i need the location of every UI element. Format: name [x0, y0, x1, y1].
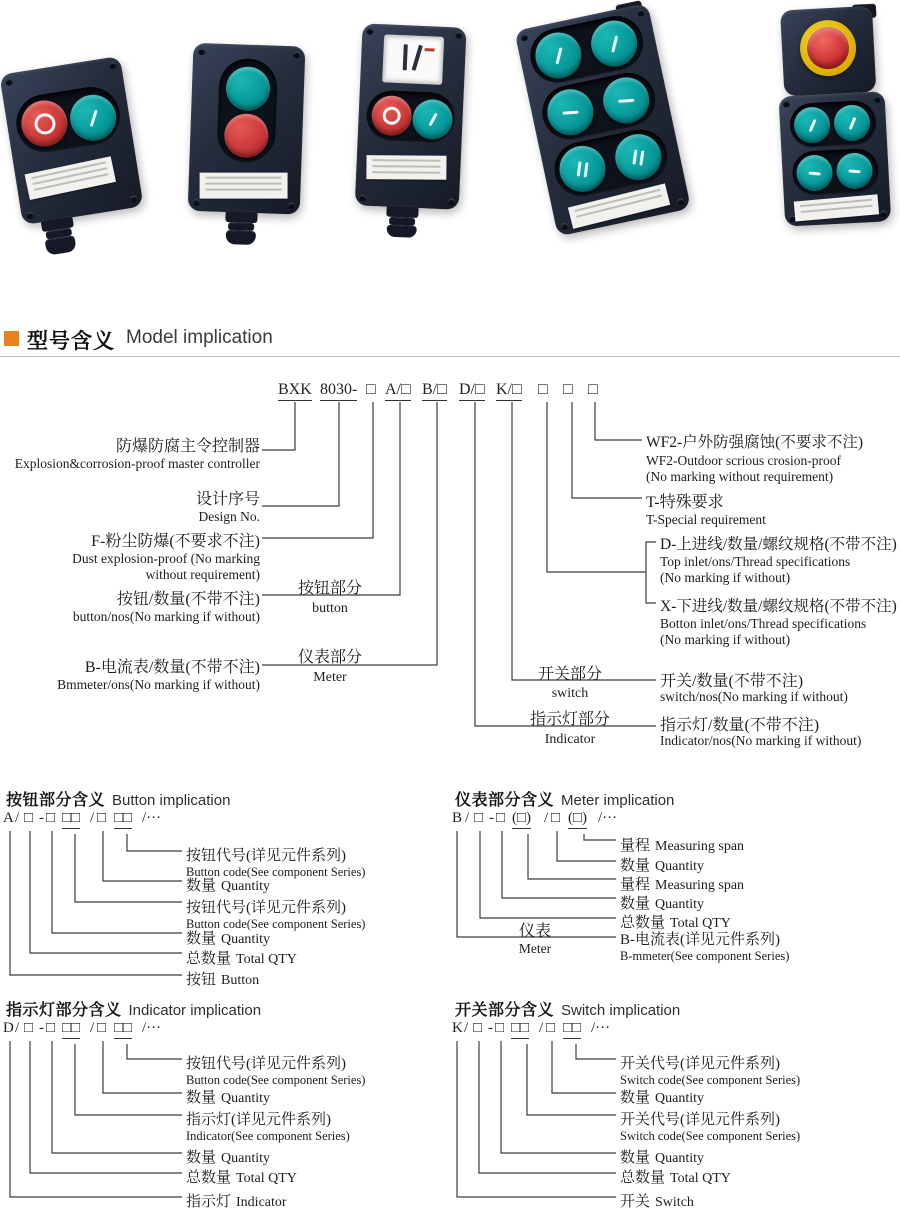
meter-side-label-en: Meter — [518, 941, 552, 956]
model-segment: BXK — [278, 381, 312, 401]
label-button-part-en: button — [312, 601, 348, 616]
formula-segment: / — [90, 1020, 95, 1036]
formula-segment: D — [3, 1020, 14, 1036]
label-button-nos-en: button/nos(No marking if without) — [72, 609, 260, 624]
label-switch-nos: 开关/数量(不带不注) — [660, 673, 804, 690]
control-button — [793, 106, 831, 144]
control-button — [611, 130, 666, 185]
screw-icon — [874, 95, 881, 102]
label-wf2-en1: WF2-Outdoor scrious crosion-proof — [646, 453, 841, 468]
formula-segment: - — [39, 810, 44, 826]
double-bar-glyph-icon — [577, 161, 589, 177]
meter-side-label-zh: 仪表 — [518, 923, 551, 940]
screw-icon — [198, 48, 205, 55]
dash-glyph-icon — [618, 98, 634, 102]
indicator-label-code-1: 按钮代号(详见元件系列) Button code(See component Series) — [186, 1056, 366, 1087]
label-switch-nos-en: switch/nos(No marking if without) — [660, 689, 848, 704]
button-recess — [216, 58, 278, 164]
orange-square-icon — [4, 331, 19, 346]
formula-segment: / — [539, 1020, 544, 1036]
switch-label-code-1: 开关代号(详见元件系列) Switch code(See component Series) — [620, 1056, 801, 1087]
switch-label-code-2: 开关代号(详见元件系列) Switch code(See component Series) — [620, 1112, 801, 1143]
formula-segment: / — [464, 1020, 469, 1036]
label-wf2-en2: (No marking without requirement) — [646, 469, 834, 484]
model-segment: K/□ — [496, 381, 522, 401]
start-button — [412, 99, 454, 141]
formula-segment: /··· — [142, 1020, 162, 1036]
label-ammeter-nos-en: Bmmeter/ons(No marking if without) — [57, 677, 260, 692]
meter-label-span-2: 量程 Measuring span — [620, 877, 745, 893]
formula-segment: □ — [46, 1020, 56, 1036]
formula-segment: □ — [97, 1020, 107, 1036]
formula-segment: □ — [24, 1020, 34, 1036]
model-segment: B/□ — [422, 381, 447, 401]
screw-icon — [880, 210, 887, 217]
i-glyph-icon — [428, 113, 437, 127]
formula-segment: /··· — [598, 810, 618, 826]
control-button — [836, 152, 874, 190]
formula-segment: - — [488, 1020, 493, 1036]
start-button — [67, 91, 120, 144]
label-top-inlet-en1: Top inlet/ons/Thread specifications — [660, 554, 851, 569]
formula-segment: □ — [46, 810, 56, 826]
control-button — [531, 28, 586, 83]
control-button — [555, 142, 610, 197]
i-glyph-icon — [848, 116, 856, 129]
nameplate — [366, 155, 446, 180]
button-section-title: 按钮部分含义 Button implication — [6, 792, 231, 809]
screw-icon — [366, 28, 373, 35]
switch-label-switch: 开关 Switch — [620, 1194, 694, 1210]
formula-segment: A — [3, 810, 14, 826]
i-glyph-icon — [555, 47, 562, 64]
label-indicator-part-en: Indicator — [544, 732, 596, 747]
formula-segment: /··· — [142, 810, 162, 826]
button-recess — [789, 100, 877, 148]
header-divider — [0, 356, 900, 357]
label-special: T-特殊要求 — [646, 494, 724, 511]
nameplate — [794, 194, 879, 221]
formula-segment: □ — [495, 1020, 505, 1036]
rocker-icon — [403, 44, 408, 70]
meter-section-title: 仪表部分含义 Meter implication — [455, 792, 675, 809]
model-segment: A/□ — [385, 381, 411, 401]
page-section-title-en: Model implication — [126, 327, 273, 348]
model-segment: □ — [538, 381, 548, 398]
start-button — [225, 66, 271, 112]
label-top-inlet-en2: (No marking if without) — [660, 570, 791, 585]
formula-segment: - — [489, 810, 494, 826]
screw-icon — [193, 199, 200, 206]
stop-button — [18, 97, 71, 150]
label-dust-proof: F-粉尘防爆(不要求不注) — [91, 533, 260, 550]
dash-glyph-icon — [808, 171, 820, 175]
indicator-label-qty-1: 数量 Quantity — [186, 1090, 271, 1106]
model-segment: □ — [366, 381, 376, 398]
formula-segment: □□ — [114, 1020, 132, 1039]
device-body — [188, 43, 306, 215]
estop-head-body — [780, 6, 876, 97]
product-photo-switch-two-button-controller — [353, 23, 487, 240]
screw-icon — [359, 194, 366, 201]
formula-segment: □□ — [62, 1020, 80, 1039]
formula-segment: □ — [546, 1020, 556, 1036]
nameplate — [200, 173, 288, 199]
i-glyph-icon — [808, 119, 816, 132]
label-switch-part-en: switch — [551, 686, 589, 701]
cable-gland — [226, 230, 256, 245]
label-meter-part: 仪表部分 — [297, 649, 362, 666]
indicator-label-qty-2: 数量 Quantity — [186, 1150, 271, 1166]
rocker-icon — [412, 45, 423, 71]
cable-gland — [225, 210, 257, 223]
screw-icon — [783, 100, 790, 107]
formula-segment: □ — [496, 810, 506, 826]
label-dust-proof-en2: without requirement) — [145, 567, 260, 582]
label-switch-part: 开关部分 — [537, 666, 602, 683]
model-segment: 8030- — [320, 381, 357, 401]
screw-icon — [637, 9, 645, 17]
i-glyph-icon — [89, 109, 97, 126]
device-body — [355, 23, 467, 209]
formula-segment: / — [465, 810, 470, 826]
device-body — [779, 91, 892, 226]
label-ammeter-nos: B-电流表/数量(不带不注) — [84, 659, 260, 676]
device-body — [0, 56, 144, 225]
screw-icon — [293, 51, 300, 58]
label-bottom-inlet-en2: (No marking if without) — [660, 632, 791, 647]
stop-button — [371, 95, 413, 137]
label-wf2: WF2-户外防强腐蚀(不要求不注) — [646, 434, 863, 451]
label-indicator-part: 指示灯部分 — [529, 711, 610, 728]
product-photo-six-button-controller — [514, 0, 717, 251]
label-special-en: T-Special requirement — [646, 512, 766, 527]
formula-segment: □□ — [563, 1020, 581, 1039]
formula-segment: K — [452, 1020, 463, 1036]
meter-label-ammeter: B-电流表(详见元件系列) B-mmeter(See component Series) — [620, 932, 790, 963]
screw-icon — [520, 33, 528, 41]
dash-glyph-icon — [848, 169, 860, 173]
control-button — [796, 154, 834, 192]
formula-segment: □□ — [114, 810, 132, 829]
meter-label-qty-1: 数量 Quantity — [620, 858, 705, 874]
control-button — [833, 104, 871, 142]
emergency-stop-button — [806, 26, 850, 70]
screw-icon — [130, 195, 138, 203]
product-photo-two-button-controller-2 — [187, 43, 324, 247]
button-label-qty-1: 数量 Quantity — [186, 878, 271, 894]
red-mark-icon — [425, 48, 435, 51]
button-label-code-2: 按钮代号(详见元件系列) Button code(See component Series) — [186, 900, 366, 931]
label-bottom-inlet-en1: Botton inlet/ons/Thread specifications — [660, 616, 867, 631]
indicator-label-indicator: 指示灯 Indicator — [186, 1194, 287, 1210]
formula-segment: / — [544, 810, 549, 826]
screw-icon — [560, 222, 568, 230]
screw-icon — [5, 78, 13, 86]
stop-button — [224, 113, 270, 159]
formula-segment: / — [15, 1020, 20, 1036]
rocker-switch-window — [382, 34, 444, 85]
switch-label-total: 总数量 Total QTY — [620, 1170, 731, 1186]
formula-segment: (□) — [568, 810, 587, 829]
button-label-qty-2: 数量 Quantity — [186, 931, 271, 947]
label-bottom-inlet: X-下进线/数量/螺纹规格(不带不注) — [660, 598, 897, 615]
formula-segment: □ — [97, 810, 107, 826]
formula-segment: □□ — [62, 810, 80, 829]
label-button-nos: 按钮/数量(不带不注) — [116, 591, 260, 608]
cable-gland — [386, 225, 416, 238]
model-segment: □ — [588, 381, 598, 398]
label-master-controller: 防爆防腐主令控制器 — [115, 438, 260, 455]
formula-segment: / — [15, 810, 20, 826]
formula-segment: /··· — [591, 1020, 611, 1036]
nameplate — [25, 156, 116, 200]
indicator-label-lamp: 指示灯(详见元件系列) Indicator(See component Series) — [186, 1112, 350, 1143]
formula-segment: □ — [24, 810, 34, 826]
control-button — [587, 16, 642, 71]
switch-label-qty-2: 数量 Quantity — [620, 1150, 705, 1166]
control-button — [543, 85, 598, 140]
screw-icon — [455, 31, 462, 38]
label-indicator-nos-en: Indicator/nos(No marking if without) — [660, 733, 862, 748]
double-bar-glyph-icon — [632, 149, 644, 165]
button-label-code-1: 按钮代号(详见元件系列) Button code(See component Series) — [186, 848, 366, 879]
i-glyph-icon — [611, 35, 618, 52]
screw-icon — [288, 202, 295, 209]
product-photo-two-button-controller-1 — [0, 51, 179, 272]
label-meter-part-en: Meter — [313, 670, 347, 685]
page-section-title-zh: 型号含义 — [27, 330, 115, 353]
dash-glyph-icon — [562, 110, 578, 114]
screw-icon — [448, 198, 455, 205]
cable-gland — [45, 235, 77, 255]
label-master-controller-en: Explosion&corrosion-proof master controller — [14, 456, 260, 471]
label-indicator-nos: 指示灯/数量(不带不注) — [660, 717, 820, 734]
formula-segment: - — [39, 1020, 44, 1036]
model-segment: □ — [563, 381, 573, 398]
formula-segment: (□) — [512, 810, 531, 829]
label-top-inlet: D-上进线/数量/螺纹规格(不带不注) — [660, 536, 897, 553]
button-label-button: 按钮 Button — [186, 972, 260, 988]
button-label-total: 总数量 Total QTY — [186, 951, 297, 967]
indicator-label-total: 总数量 Total QTY — [186, 1170, 297, 1186]
formula-segment: / — [90, 810, 95, 826]
label-design-no-en: Design No. — [198, 509, 260, 524]
formula-segment: □□ — [511, 1020, 529, 1039]
model-segment: D/□ — [459, 381, 485, 401]
label-dust-proof-en1: Dust explosion-proof (No marking — [72, 551, 260, 566]
switch-label-qty-1: 数量 Quantity — [620, 1090, 705, 1106]
formula-segment: □ — [474, 810, 484, 826]
button-recess — [791, 148, 879, 196]
device-body — [514, 3, 691, 237]
button-recess — [366, 90, 456, 144]
estop-yellow-base — [799, 19, 858, 78]
label-design-no: 设计序号 — [195, 491, 260, 508]
button-recess — [12, 83, 124, 157]
o-glyph-icon — [32, 111, 56, 135]
switch-section-title: 开关部分含义 Switch implication — [455, 1002, 681, 1019]
control-button — [599, 73, 654, 128]
o-glyph-icon — [382, 106, 401, 125]
formula-segment: □ — [473, 1020, 483, 1036]
meter-label-qty-2: 数量 Quantity — [620, 896, 705, 912]
meter-label-total: 总数量 Total QTY — [620, 915, 731, 931]
product-photo-estop-four-button-controller — [764, 3, 900, 244]
screw-icon — [26, 211, 34, 219]
indicator-section-title: 指示灯部分含义 Indicator implication — [6, 1002, 262, 1019]
formula-segment: □ — [551, 810, 561, 826]
meter-label-span-1: 量程 Measuring span — [620, 838, 745, 854]
screw-icon — [109, 62, 117, 70]
label-button-part: 按钮部分 — [297, 580, 362, 597]
formula-segment: B — [452, 810, 463, 826]
screw-icon — [677, 198, 685, 206]
